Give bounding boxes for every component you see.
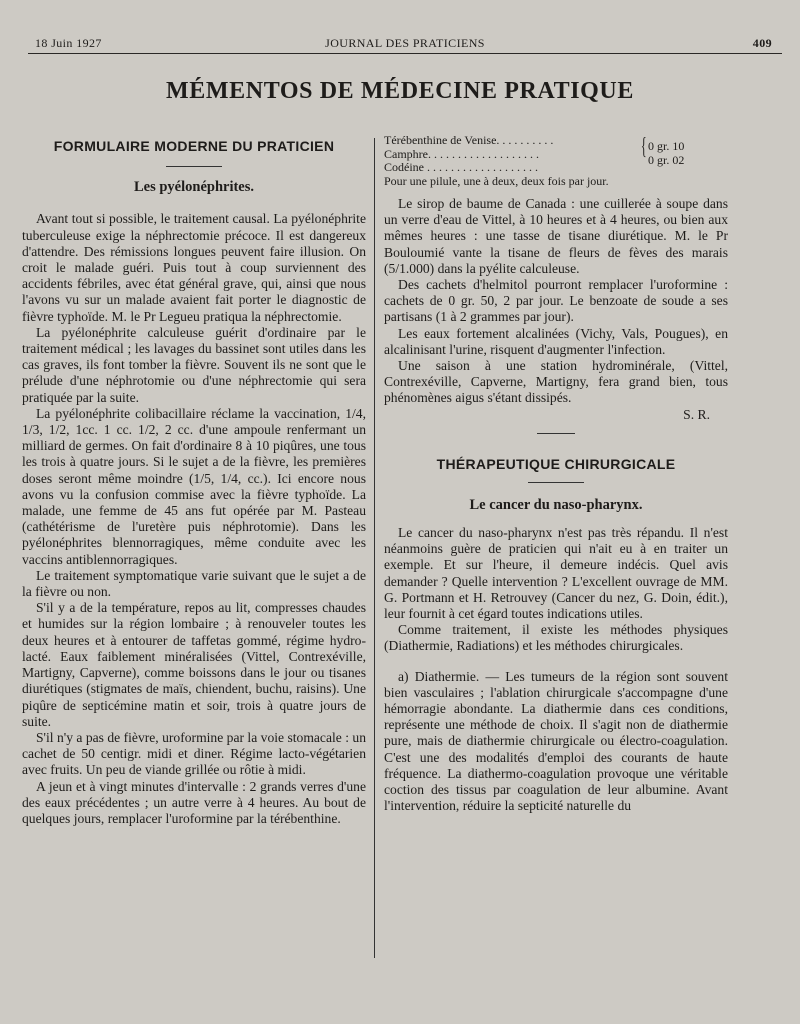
paragraph: Le cancer du naso-pharynx n'est pas très répandu. Il n'est néanmoins guère de praticien qui n'ait eu à en traiter un exemple. Et sur l'heure, il demeure indécis. Quel avis demander ? Quelle intervention ? L'excellent ouvrage de MM. G. Portmann et H. Retrouvey (Cancer du nez, G. Doin, édit.), leur fournit à cet égard toutes indications utiles. xyxy=(384,525,728,622)
brace-glyph: { xyxy=(640,134,647,160)
page-title: MÉMENTOS DE MÉDECINE PRATIQUE xyxy=(166,78,634,104)
signature-line xyxy=(384,407,728,423)
paragraph: Une saison à une station hydrominérale, (Vittel, Contrexéville, Capverne, Martigny, fera grand bien, tous phénomènes aigus s'étant dissipés. xyxy=(384,358,728,406)
paragraph: S'il y a de la température, repos au lit, compresses chaudes et humides sur la région lombaire ; à renouveler toutes les deux heures et à entourer de taffetas gommé, régime hydro-lacté. Eaux faiblement minéralisées (Vittel, Contrexéville, Martigny, Capverne), comme boissons dans le jour ou tisanes diurétiques (stigmates de maïs, chiendent, buchu, raisins). Une piqûre de septicémine matin et soir, trois à quatre jours de suite. xyxy=(22,600,366,729)
paragraph: S'il n'y a pas de fièvre, uroformine par la voie stomacale : un cachet de 50 centigr. midi et diner. Régime lacto-végétarien avec fruits. Un peu de viande grillée ou rôtie à midi. xyxy=(22,729,366,778)
left-column xyxy=(22,138,366,827)
author-signature: S. R. xyxy=(683,406,710,422)
formula-ingredient: Codéine . . . . . . . . . . . . . . . . . . . xyxy=(384,160,538,174)
paragraph: A jeun et à vingt minutes d'intervalle : 2 grands verres d'une des eaux précédentes ; un autre verre à 4 heures. Au bout de quelques jours, remplacer l'uroformine par la térébenthine. xyxy=(22,778,366,826)
prescription-formula xyxy=(384,134,728,174)
right-column xyxy=(384,134,728,815)
formula-dose: 0 gr. 02 xyxy=(648,153,685,167)
paragraph: La pyélonéphrite calculeuse guérit d'ordinaire par le traitement médical ; les lavages du bassinet sont utiles dans les cas graves, ils font tomber la fièvre. Souvent ils ne sont que le prélude d'une néphrotomie ou d'une néphrectomie qui sera pratiquée par la suite. xyxy=(22,324,366,405)
formula-ingredient: Térébenthine de Venise. . . . . . . . . . xyxy=(384,133,554,147)
column-divider xyxy=(374,138,375,958)
formula-instruction: Pour une pilule, une à deux, deux fois par jour. xyxy=(384,174,609,188)
formula-ingredient: Camphre. . . . . . . . . . . . . . . . . . . xyxy=(384,146,539,161)
paragraph: Des cachets d'helmitol pourront remplacer l'uroformine : cachets de 0 gr. 50, 2 par jour. Le benzoate de soude a ses partisans (1 à 2 grammes par jour). xyxy=(384,277,728,325)
paragraph: Avant tout si possible, le traitement causal. La pyélonéphrite tuberculeuse exige la néphrectomie précoce. Il est dangereux d'attendre. Des rémissions longues peuvent faire illusion. On croit le malade guéri. Puis tout à coup surviennent des accidents fébriles, avec état général grave, qui, ainsi que nous l'avons vu sur un malade avaient fait porter le diagnostic de fièvre typhoïde. M. le Pr Legueu pratiqua la néphrectomie. xyxy=(22,211,366,324)
journal-name: JOURNAL DES PRATICIENS xyxy=(325,36,485,50)
section-title-formulaire: FORMULAIRE MODERNE DU PRATICIEN xyxy=(53,138,335,154)
paragraph: Le sirop de baume de Canada : une cuillerée à soupe dans un verre d'eau de Vittel, à 10 heures et à 4 heures, ou bien aux mêmes heures : une tasse de tisane diurétique. M. le Pr Bouloumié vante la tisane de fleurs de fèves des marais (5/1.000) dans la pyélite calculeuse. xyxy=(384,196,728,276)
issue-date: 18 Juin 1927 xyxy=(35,36,102,50)
header-rule xyxy=(28,53,782,54)
section-title-therapeutique: THÉRAPEUTIQUE CHIRURGICALE xyxy=(436,455,676,472)
paragraph: La pyélonéphrite colibacillaire réclame la vaccination, 1/4, 1/3, 1/2, 1cc. 1 cc. 1/2, 2 cc. d'une ampoule renfermant un milliard de germes. On fait d'ordinaire 8 à 10 piqûres, une tous les trois à quatre jours. Si le sujet a de la fièvre, les premières doses seront même moindre (1/5, 1/4, cc.). Ici encore nous avons vu la confusion commise avec la fièvre typhoïde. La malade, une femme de 45 ans fut opérée par M. Pasteau (cathétérisme de l'uretère puis néphrotomie). Dans les pyélonéphrites blennorragiques, même conduite avec les vaccins antiblennorragiques. xyxy=(22,405,366,567)
article-subtitle-pyelonephrites: Les pyélonéphrites. xyxy=(133,179,255,196)
paragraph: Comme traitement, il existe les méthodes physiques (Diathermie, Radiations) et les méthodes chirurgicales. xyxy=(384,622,728,654)
page-number: 409 xyxy=(752,36,772,50)
formula-dose: 0 gr. 10 xyxy=(648,139,685,153)
running-header xyxy=(30,36,780,52)
paragraph: Les eaux fortement alcalinées (Vichy, Vals, Pougues), en alcalinisant l'urine, risquent d'augmenter l'infection. xyxy=(384,325,728,357)
paragraph: a) Diathermie. — Les tumeurs de la région sont souvent bien vasculaires ; l'ablation chirurgicale s'accompagne d'une hémorragie abondante. La diathermie dans ces conditions, représente une méthode de choix. Il s'agit non de diathermie pure, mais de diathermie chirurgicale ou électro-coagulation. C'est une des modalités d'emploi des courants de haute fréquence. La diathermo-coagulation provoque une véritable coction des tissus par coagulation de leur albumine. Avant l'intervention, réduire la septicité naturelle du xyxy=(384,668,728,814)
article-subtitle-cancer: Le cancer du naso-pharynx. xyxy=(469,496,643,513)
paragraph: Le traitement symptomatique varie suivant que le sujet a de la fièvre ou non. xyxy=(22,567,366,600)
